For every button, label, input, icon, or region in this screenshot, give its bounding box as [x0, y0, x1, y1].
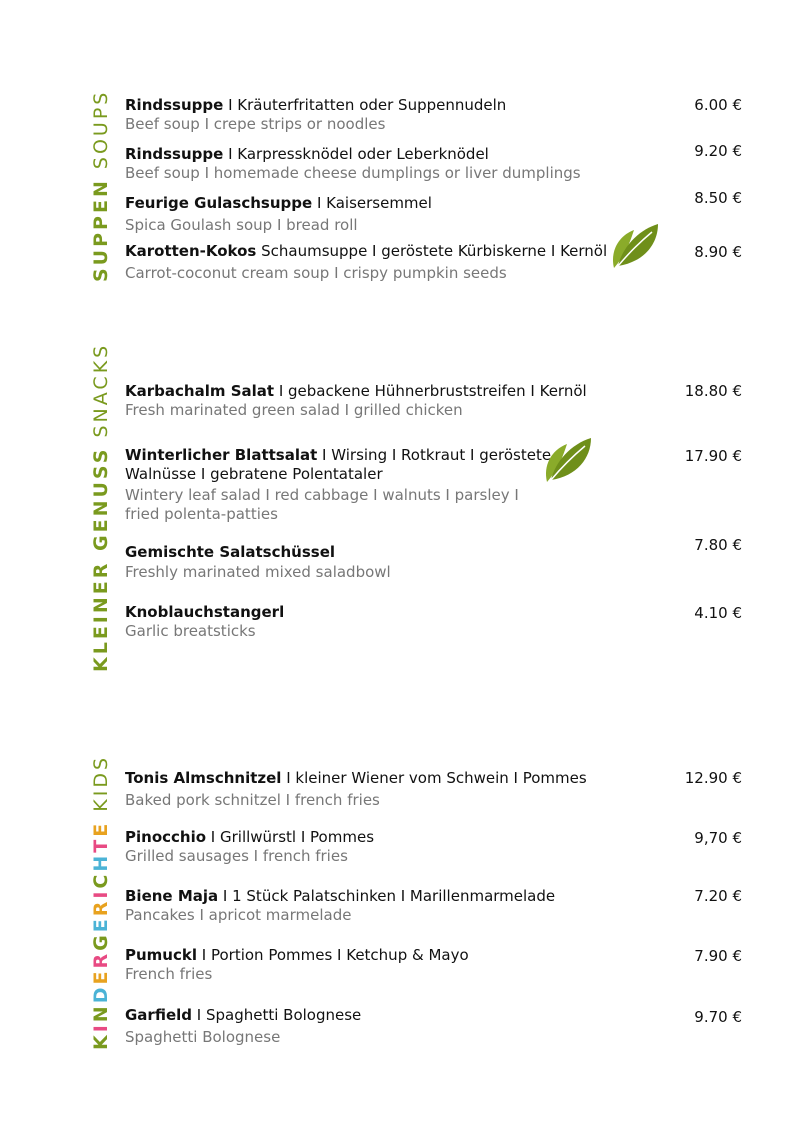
- item-price: 6.00 €: [694, 96, 742, 114]
- item-desc: I Spaghetti Bolognese: [192, 1006, 362, 1024]
- section-label-letter: T: [90, 836, 112, 853]
- leaf-icon: [541, 436, 593, 484]
- item-english: Freshly marinated mixed saladbowl: [125, 563, 391, 581]
- item-english: Wintery leaf salad I red cabbage I walnuts I parsley I: [125, 486, 519, 504]
- item-desc: I Grillwürstl I Pommes: [206, 828, 375, 846]
- item-price: 12.90 €: [684, 769, 742, 787]
- item-english: Spaghetti Bolognese: [125, 1028, 281, 1046]
- item-price: 8.90 €: [694, 243, 742, 261]
- item-name: Rindssuppe: [125, 96, 224, 114]
- section-label-letters: [90, 821, 112, 1050]
- menu-item: [125, 194, 605, 235]
- section-label-letter: I: [90, 888, 112, 899]
- leaf-icon: [608, 222, 660, 270]
- section-label-letter: E: [90, 968, 112, 985]
- item-english: Beef soup I homemade cheese dumplings or liver dumplings: [125, 164, 581, 182]
- item-name: Knoblauchstangerl: [125, 603, 285, 621]
- item-english: Grilled sausages I french fries: [125, 847, 348, 865]
- item-name: Pumuckl: [125, 946, 197, 964]
- menu-item: [125, 1006, 605, 1047]
- item-price: 9.20 €: [694, 142, 742, 160]
- item-price: 9,70 €: [694, 829, 742, 847]
- section-label-letter: R: [90, 898, 112, 917]
- item-name: Biene Maja: [125, 887, 219, 905]
- item-name: Garfield: [125, 1006, 193, 1024]
- item-price: 17.90 €: [684, 447, 742, 465]
- menu-item: [125, 242, 608, 283]
- item-english: Carrot-coconut cream soup I crispy pumpkin seeds: [125, 264, 507, 282]
- section-label-kids: [92, 755, 111, 1050]
- item-english: French fries: [125, 965, 213, 983]
- item-name: Gemischte Salatschüssel: [125, 543, 336, 561]
- section-label-letter: G: [90, 932, 112, 951]
- item-price: 18.80 €: [684, 382, 742, 400]
- item-desc: I Portion Pommes I Ketchup & Mayo: [197, 946, 469, 964]
- item-price: 9.70 €: [694, 1008, 742, 1026]
- item-english-line2: fried polenta-patties: [125, 505, 278, 523]
- item-desc: I Kaisersemmel: [312, 194, 432, 212]
- item-desc-line2: Walnüsse I gebratene Polentataler: [125, 465, 383, 483]
- item-price: 4.10 €: [694, 604, 742, 622]
- item-desc: Schaumsuppe I geröstete Kürbiskerne I Kernöl: [256, 242, 608, 260]
- item-desc: I Karpressknödel oder Leberknödel: [223, 145, 489, 163]
- section-label-light: KIDS: [90, 754, 112, 812]
- item-name: Tonis Almschnitzel: [125, 769, 282, 787]
- item-name: Rindssuppe: [125, 145, 224, 163]
- menu-item: [125, 382, 605, 420]
- item-english: Spica Goulash soup I bread roll: [125, 216, 358, 234]
- item-english: Beef soup I crepe strips or noodles: [125, 115, 386, 133]
- menu-item: [125, 769, 605, 810]
- section-label-bold: KLEINER GENUSS: [90, 446, 112, 672]
- section-label-bold: SUPPEN: [90, 178, 112, 282]
- section-label-letter: H: [90, 852, 112, 872]
- section-label-letter: R: [90, 950, 112, 969]
- item-price: 8.50 €: [694, 189, 742, 207]
- section-label-soups: [92, 90, 111, 282]
- section-label-letter: E: [90, 820, 112, 837]
- item-english: Pancakes I apricot marmelade: [125, 906, 352, 924]
- item-desc: I Wirsing I Rotkraut I geröstete: [317, 446, 552, 464]
- section-label-snacks: [92, 343, 111, 672]
- item-name: Feurige Gulaschsuppe: [125, 194, 313, 212]
- item-english: Baked pork schnitzel I french fries: [125, 791, 380, 809]
- item-desc: I gebackene Hühnerbruststreifen I Kernöl: [274, 382, 587, 400]
- item-price: 7.20 €: [694, 887, 742, 905]
- item-english: Fresh marinated green salad I grilled chicken: [125, 401, 463, 419]
- menu-item: [125, 446, 605, 524]
- item-price: 7.80 €: [694, 536, 742, 554]
- item-desc: I Kräuterfritatten oder Suppennudeln: [223, 96, 507, 114]
- section-label-letter: D: [90, 984, 112, 1004]
- section-label-letter: E: [90, 916, 112, 933]
- section-label-light: SNACKS: [90, 342, 112, 438]
- item-english: Garlic breatsticks: [125, 622, 256, 640]
- menu-item: [125, 145, 605, 183]
- menu-item: [125, 887, 605, 925]
- section-label-letter: N: [90, 1003, 112, 1023]
- menu-item: [125, 828, 605, 866]
- item-price: 7.90 €: [694, 947, 742, 965]
- item-name: Pinocchio: [125, 828, 207, 846]
- menu-item: [125, 96, 605, 134]
- section-label-light: SOUPS: [90, 89, 112, 170]
- section-label-letter: I: [90, 1022, 112, 1033]
- menu-item: [125, 946, 605, 984]
- item-name: Karotten-Kokos: [125, 242, 257, 260]
- menu-item: [125, 603, 605, 641]
- item-name: Karbachalm Salat: [125, 382, 275, 400]
- section-label-letter: K: [90, 1032, 112, 1050]
- section-label-letter: C: [90, 871, 112, 889]
- item-desc: I 1 Stück Palatschinken I Marillenmarmelade: [218, 887, 556, 905]
- item-name: Winterlicher Blattsalat: [125, 446, 318, 464]
- menu-item: [125, 543, 605, 582]
- item-desc: I kleiner Wiener vom Schwein I Pommes: [281, 769, 587, 787]
